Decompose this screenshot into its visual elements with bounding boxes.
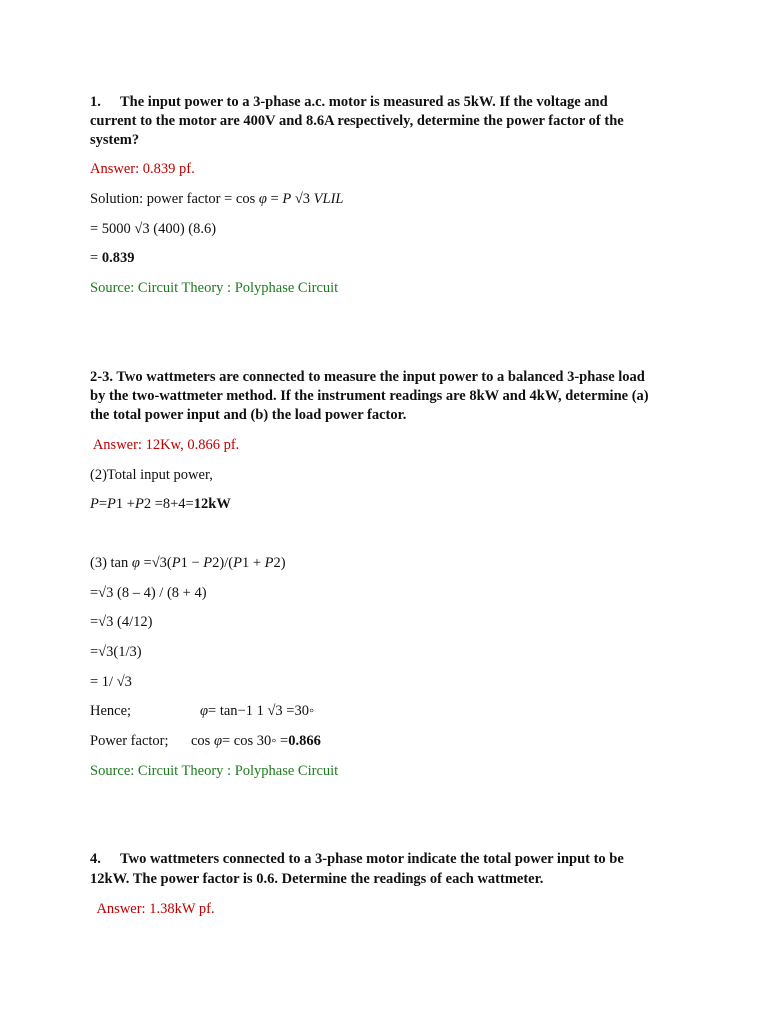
q1-result [90,249,134,268]
eq: = [98,496,108,512]
q1-solution [90,190,343,209]
pf-label: Power factor; [90,733,169,749]
tan-a: (3) tan [90,555,132,571]
q4-text-1: Two wattmeters connected to a 3-phase motor indicate the total power input to be [120,851,624,867]
q2-power-factor [90,732,321,751]
q1-source: Source: Circuit Theory : Polyphase Circuit [90,280,339,296]
q2-tan-line [90,554,286,573]
q4-answer: Answer: 1.38kW pf. [90,901,215,917]
q1-answer: Answer: 0.839 pf. [90,161,195,177]
q1-text-1: The input power to a 3-phase a.c. motor is measured as 5kW. If the voltage and [120,94,608,110]
q4-line-2: 12kW. The power factor is 0.6. Determine the readings of each wattmeter. [90,871,544,887]
phi-symbol: φ [213,733,222,749]
phi-symbol: φ [258,191,267,207]
p-value: 12kW [193,496,231,512]
p: P [90,496,99,512]
pf-cos: cos [191,733,214,749]
sol-text: Solution: power factor = cos [90,191,259,207]
tan-p3: P [233,555,242,571]
tan-p4: P [264,555,274,571]
q2-line-2: by the two-wattmeter method. If the instrument readings are 8kW and 4kW, determine (a) [90,388,649,404]
q2-total-label: (2)Total input power, [90,467,213,483]
q2-line-1: 2-3. Two wattmeters are connected to measure the input power to a balanced 3-phase load [90,369,645,385]
q2-step-2: =√3 (4/12) [90,614,153,630]
phi-symbol: φ [200,703,209,719]
result-equals: = [90,250,102,266]
pf-eq: = cos 30◦ = [222,733,289,749]
q1-calc: = 5000 √3 (400) (8.6) [90,221,217,237]
phi-symbol: φ [131,555,140,571]
tan-p1: P [171,555,181,571]
hence-label: Hence; [90,703,132,719]
tan-b: =√3( [139,555,172,571]
sol-root: √3 [291,191,314,207]
q2-line-3: the total power input and (b) the load power factor. [90,407,407,423]
q2-source: Source: Circuit Theory : Polyphase Circuit [90,763,339,779]
q2-p-line [90,495,231,514]
q2-answer: Answer: 12Kw, 0.866 pf. [90,437,240,453]
q2-step-1: =√3 (8 – 4) / (8 + 4) [90,585,207,601]
q1-line-2: current to the motor are 400V and 8.6A respectively, determine the power factor of the [90,113,624,129]
q2-step-4: = 1/ √3 [90,674,132,690]
sol-p: P [282,191,292,207]
tan-f: 2) [273,555,286,571]
tan-p2: P [203,555,213,571]
s2: 2 =8+4= [143,496,194,512]
tan-d: 2)/( [212,555,234,571]
tan-c: 1 − [180,555,204,571]
p1: P [107,496,116,512]
pf-value: 0.866 [288,733,321,749]
p2: P [134,496,144,512]
sol-equals: = [266,191,283,207]
tan-e: 1 + [241,555,265,571]
q4-line-1 [90,850,624,869]
q4-number: 4. [90,851,101,867]
sol-vl: VLIL [313,191,344,207]
q1-line-3: system? [90,132,140,148]
q2-step-3: =√3(1/3) [90,644,142,660]
s1: 1 + [115,496,135,512]
q1-line-1 [90,93,608,112]
q2-hence [90,702,314,721]
result-value: 0.839 [101,250,135,266]
q1-number: 1. [90,94,101,110]
hence-rest: = tan−1 1 √3 =30◦ [208,703,315,719]
